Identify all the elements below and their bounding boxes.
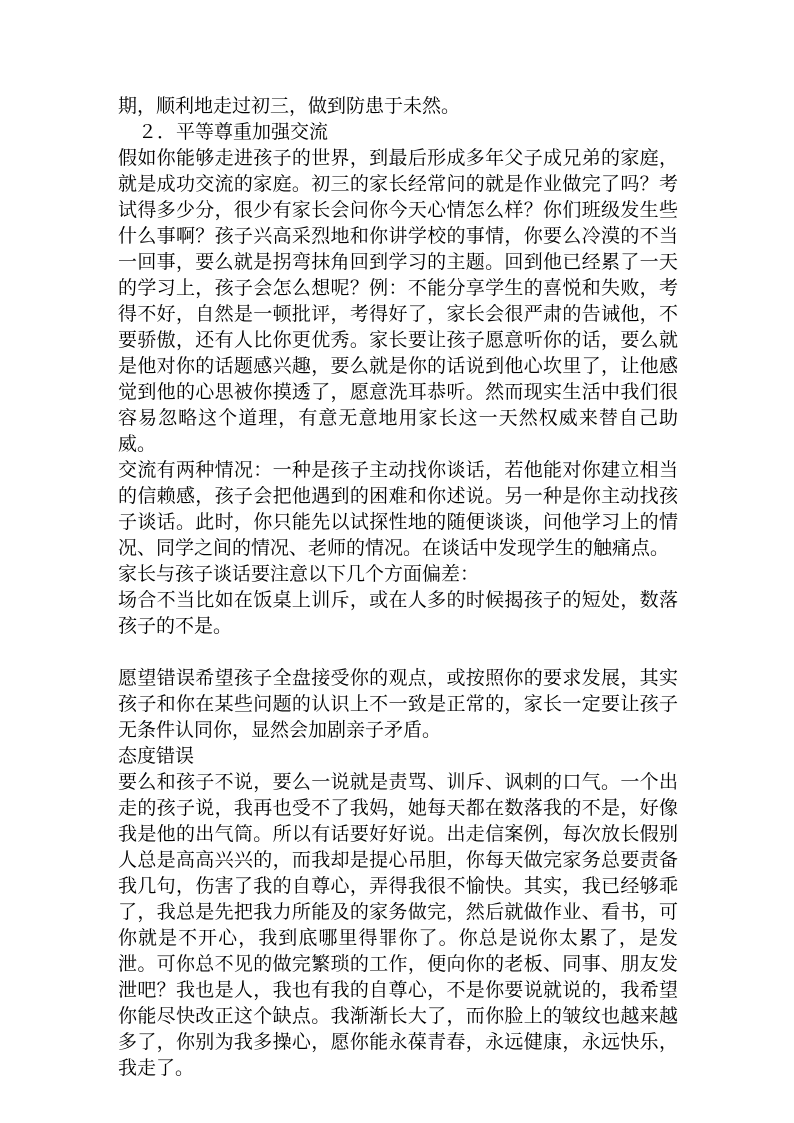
paragraph-wish-wrong: 愿望错误希望孩子全盘接受你的观点，或按照你的要求发展，其实孩子和你在某些问题的认识上不一致是正常的，家长一定要让孩子无条件认同你，显然会加剧亲子矛盾。 [118,667,678,741]
paragraph-attitude-letter: 要么和孩子不说，要么一说就是责骂、训斥、讽刺的口气。一个出走的孩子说，我再也受不了我妈，她每天都在数落我的不是，好像我是他的出气筒。所以有话要好好说。出走信案例，每次放长假别人总是高高兴兴的，而我却是提心吊胆，你每天做完家务总要责备我几句，伤害了我的自尊心，弄得我很不愉快。其实，我已经够乖了，我总是先把我力所能及的家务做完，然后就做作业、看书，可你就是不开心，我到底哪里得罪你了。你总是说你太累了，是发泄。可你总不见的做完繁琐的工作，便向你的老板、同事、朋友发泄吧？我也是人，我也有我的自尊心，不是你要说就说的，我希望你能尽快改正这个缺点。我渐渐长大了，而你脸上的皱纹也越来越多了，你别为我多操心，愿你能永葆青春，永远健康，永远快乐，我走了。 [118,771,678,1079]
paragraph-continuation: 期，顺利地走过初三，做到防患于未然。 [118,95,461,117]
paragraph-communication: 假如你能够走进孩子的世界，到最后形成多年父子成兄弟的家庭，就是成功交流的家庭。初三的家长经常问的就是作业做完了吗？考试得多少分，很少有家长会问你今天心情怎么样？你们班级发生些什么事啊？孩子兴高采烈地和你讲学校的事情，你要么冷漠的不当一回事，要么就是拐弯抹角回到学习的主题。回到他已经累了一天的学习上，孩子会怎么想呢？例：不能分享学生的喜悦和失败，考得不好，自然是一顿批评，考得好了，家长会很严肃的告诫他，不要骄傲，还有人比你更优秀。家长要让孩子愿意听你的话，要么就是他对你的话题感兴趣，要么就是你的话说到他心坎里了，让他感觉到他的心思被你摸透了，愿意洗耳恭听。然而现实生活中我们很容易忽略这个道理，有意无意地用家长这一天然权威来替自己助威。 [118,147,678,455]
paragraph-deviations-intro: 家长与孩子谈话要注意以下几个方面偏差： [118,563,480,585]
document-page [118,93,678,1081]
blank-line [118,639,678,665]
section-heading: ２．平等尊重加强交流 [138,121,329,143]
paragraph-occasion-wrong: 场合不当比如在饭桌上训斥，或在人多的时候揭孩子的短处，数落孩子的不是。 [118,589,678,637]
subheading-attitude-wrong: 态度错误 [118,745,195,767]
paragraph-two-situations: 交流有两种情况：一种是孩子主动找你谈话，若他能对你建立相当的信赖感，孩子会把他遇到的困难和你述说。另一种是你主动找孩子谈话。此时，你只能先以试探性地的随便谈谈，问他学习上的情况、同学之间的情况、老师的情况。在谈话中发现学生的触痛点。 [118,459,678,559]
